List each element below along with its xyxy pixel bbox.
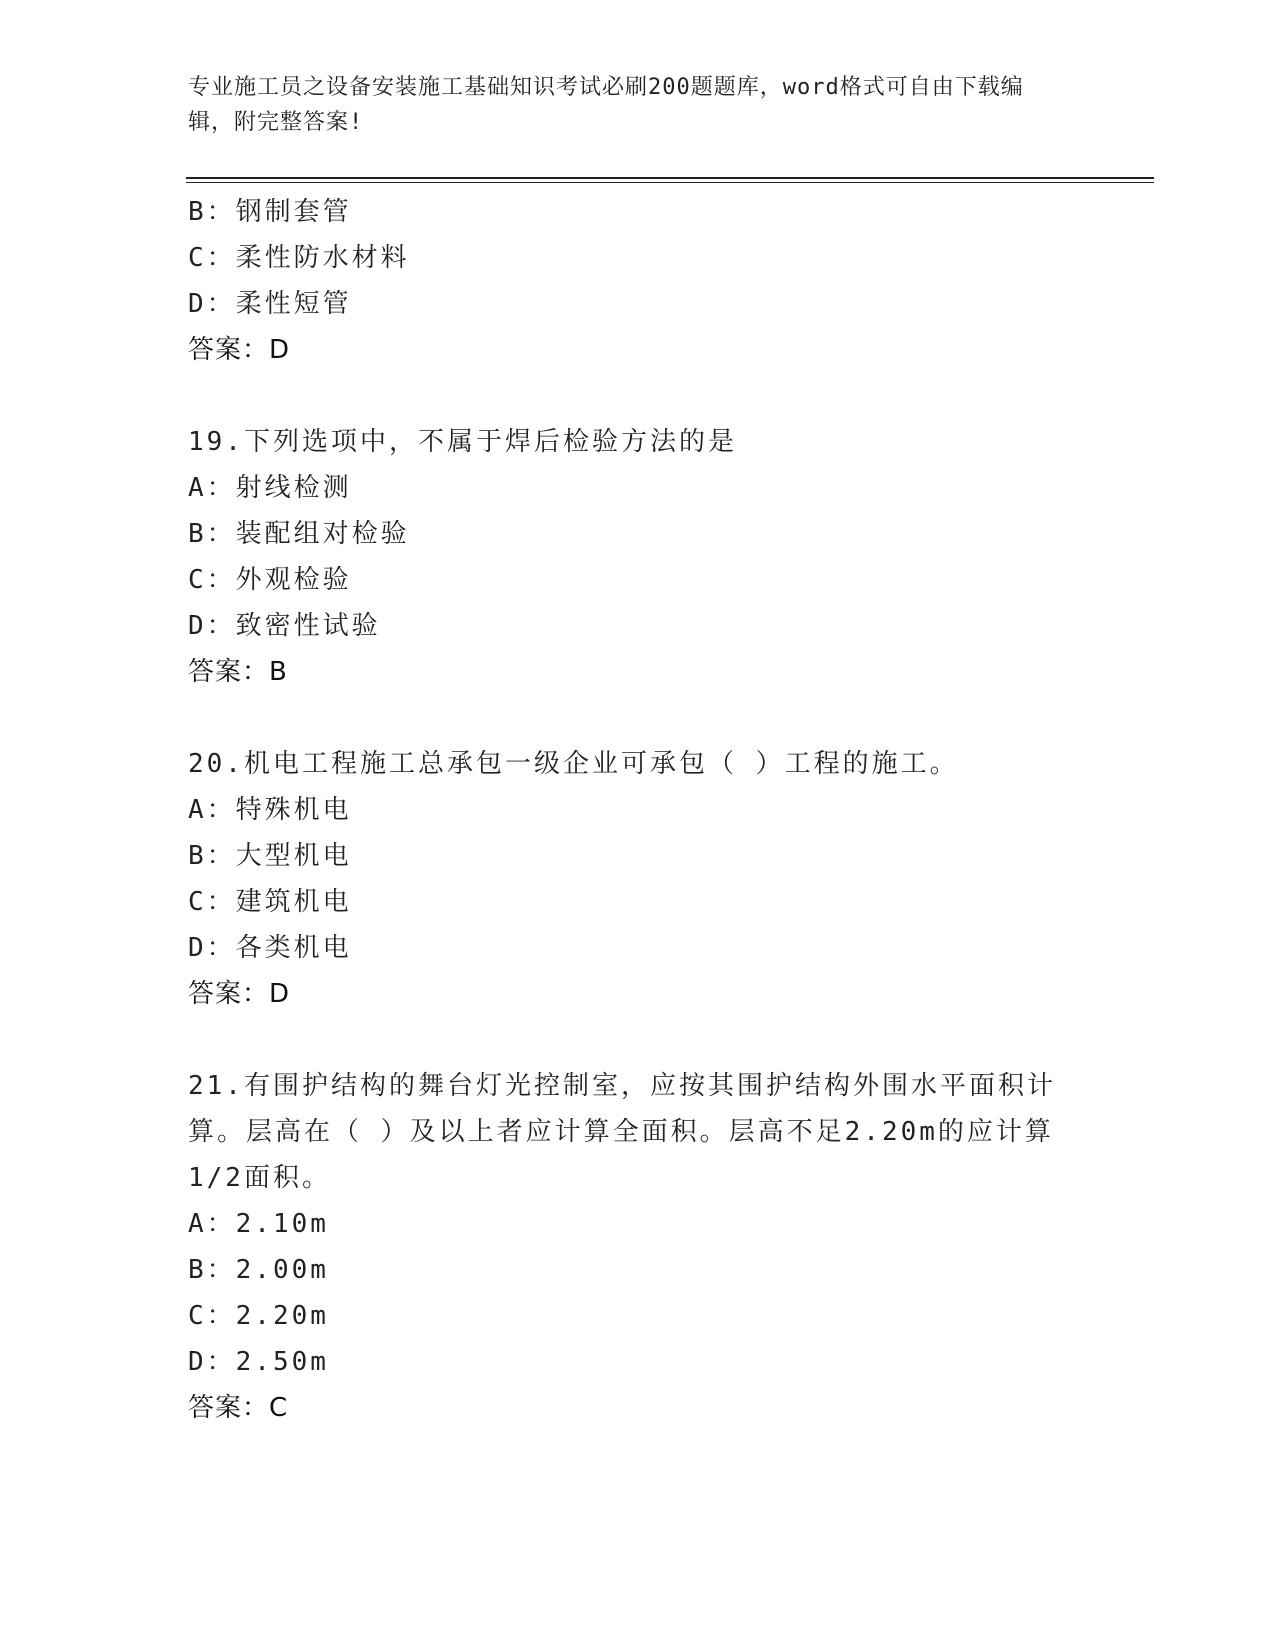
answer-line: 答案：D: [188, 335, 291, 365]
spacer: [188, 1017, 1088, 1063]
spacer: [188, 695, 1088, 741]
option-c: C：2.20m: [188, 1301, 329, 1331]
option-d: D：各类机电: [188, 933, 352, 963]
answer-line: 答案：B: [188, 657, 288, 687]
option-c: C：外观检验: [188, 565, 352, 595]
option-b: B：装配组对检验: [188, 519, 410, 549]
document-header: [188, 70, 1068, 140]
question-text: 20.机电工程施工总承包一级企业可承包（ ）工程的施工。: [188, 749, 959, 779]
answer-line: 答案：D: [188, 979, 291, 1009]
spacer: [188, 373, 1088, 419]
option-b: B：大型机电: [188, 841, 352, 871]
option-c: C：柔性防水材料: [188, 243, 410, 273]
option-a: A：2.10m: [188, 1209, 329, 1239]
document-title: 专业施工员之设备安装施工基础知识考试必刷200题题库，word格式可自由下载编辑，附完整答案!: [188, 75, 1024, 135]
question-18-continued: [188, 189, 1088, 373]
option-b: B：2.00m: [188, 1255, 329, 1285]
question-text: 21.有围护结构的舞台灯光控制室，应按其围护结构外围水平面积计算。层高在（ ）及以上者应计算全面积。层高不足2.20m的应计算1/2面积。: [188, 1071, 1056, 1193]
answer-line: 答案：C: [188, 1393, 289, 1423]
option-d: D：致密性试验: [188, 611, 381, 641]
question-21: [188, 1063, 1088, 1431]
option-a: A：射线检测: [188, 473, 352, 503]
option-a: A：特殊机电: [188, 795, 352, 825]
question-19: [188, 419, 1088, 695]
option-d: D：柔性短管: [188, 289, 352, 319]
header-rule-thin: [186, 182, 1154, 183]
header-rule-thick: [186, 177, 1154, 179]
option-b: B：钢制套管: [188, 197, 352, 227]
option-c: C：建筑机电: [188, 887, 352, 917]
question-list: [188, 189, 1088, 1431]
question-text: 19.下列选项中，不属于焊后检验方法的是: [188, 427, 737, 457]
option-d: D：2.50m: [188, 1347, 329, 1377]
question-20: [188, 741, 1088, 1017]
